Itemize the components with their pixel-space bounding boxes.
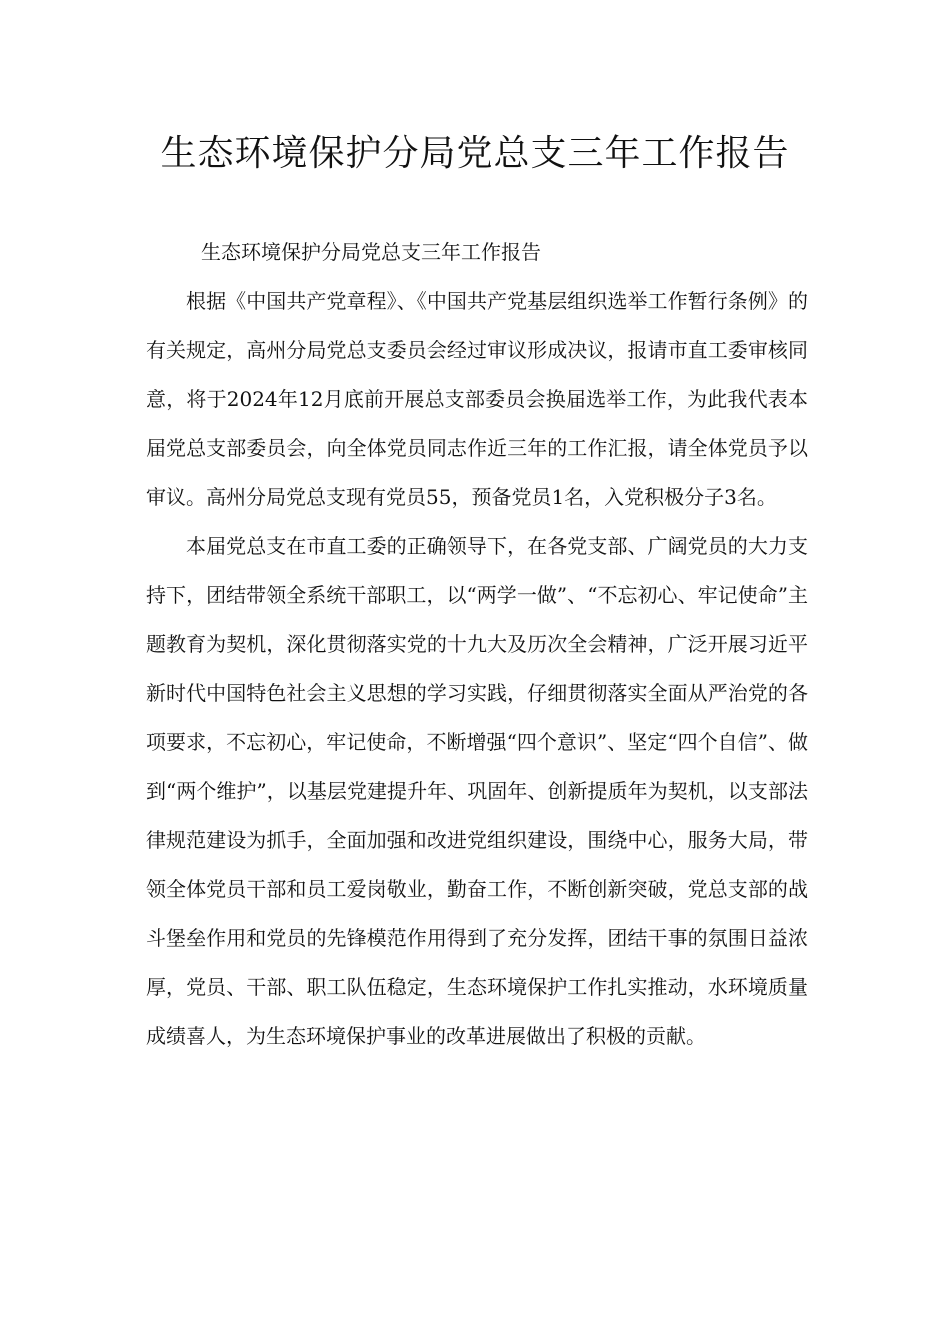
- document-subtitle: 生态环境保护分局党总支三年工作报告: [201, 240, 541, 264]
- body-paragraph-1: 根据《中国共产党章程》、《中国共产党基层组织选举工作暂行条例》的有关规定，高州分局党总支委员会经过审议形成决议，报请市直工委审核同意，将于2024年12月底前开展总支部委员会换届选举工作，为此我代表本届党总支部委员会，向全体党员同志作近三年的工作汇报，请全体党员予以审议。高州分局党总支现有党员55，预备党员1名，入党积极分子3名。: [146, 289, 808, 509]
- body-paragraph-2: 本届党总支在市直工委的正确领导下，在各党支部、广阔党员的大力支持下，团结带领全系统干部职工，以“两学一做”、“不忘初心、牢记使命”主题教育为契机，深化贯彻落实党的十九大及历次全会精神，广泛开展习近平新时代中国特色社会主义思想的学习实践，仔细贯彻落实全面从严治党的各项要求，不忘初心，牢记使命，不断增强“四个意识”、坚定“四个自信”、做到“两个维护”，以基层党建提升年、巩固年、创新提质年为契机，以支部法律规范建设为抓手，全面加强和改进党组织建设，围绕中心，服务大局，带领全体党员干部和员工爱岗敬业，勤奋工作，不断创新突破，党总支部的战斗堡垒作用和党员的先锋模范作用得到了充分发挥，团结干事的氛围日益浓厚，党员、干部、职工队伍稳定，生态环境保护工作扎实推动，水环境质量成绩喜人，为生态环境保护事业的改革进展做出了积极的贡献。: [146, 534, 808, 1048]
- document-body: [146, 228, 808, 1061]
- document-title: 生态环境保护分局党总支三年工作报告: [160, 133, 790, 174]
